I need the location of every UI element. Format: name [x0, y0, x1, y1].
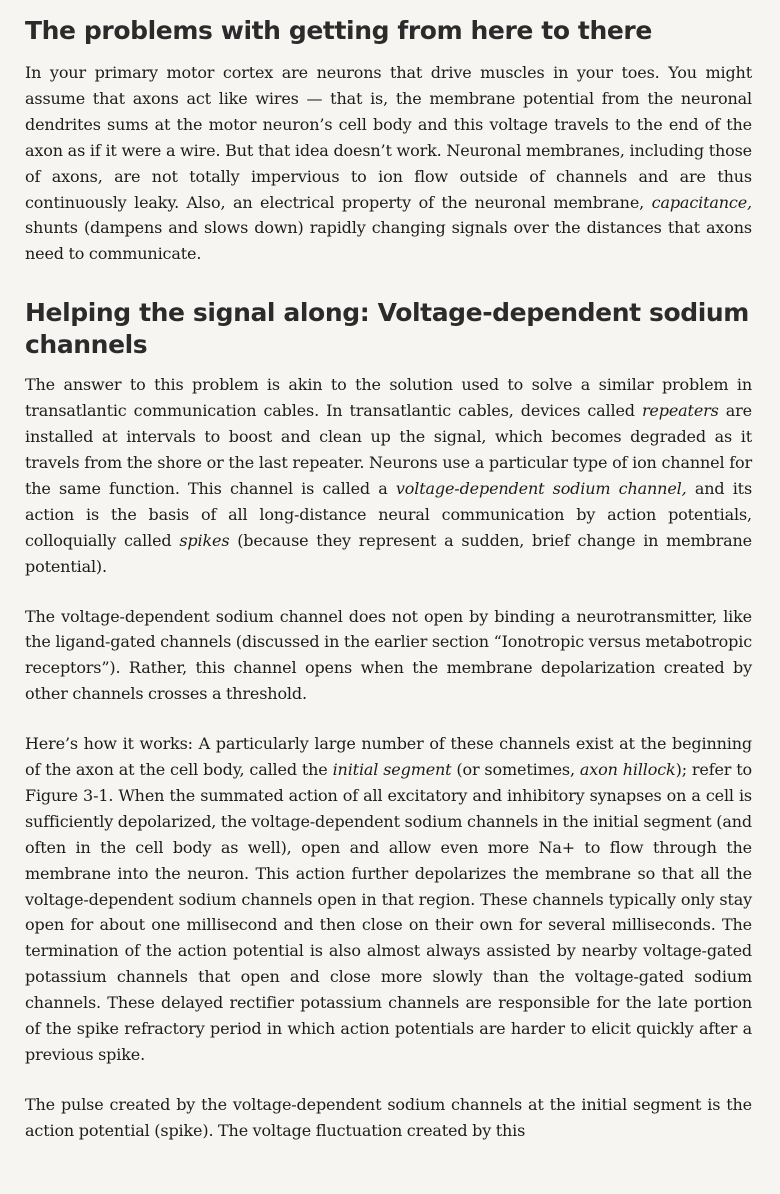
- section-body-problems: [25, 60, 752, 267]
- italic-term: capacitance,: [651, 192, 752, 212]
- paragraph: [25, 60, 752, 267]
- section-body-sodium-channels: [25, 372, 752, 1143]
- text-run: In your primary motor cortex are neurons that drive muscles in your toes. You might assume that axons act like wires — that is, the membrane potential from the neuronal dendrites sums at the motor neuron’s cell body and this voltage travels to the end of the axon as if it were a wire. But that idea doesn’t work. Neuronal membranes, including those of axons, are not totally impervious to ion flow outside of channels and are thus continuously leaky. Also, an electrical property of the neuronal membrane,: [25, 63, 752, 212]
- italic-term: repeaters: [641, 401, 719, 421]
- text-run: The voltage-dependent sodium channel does not open by binding a neurotransmitter, like the ligand-gated channels (discussed in the earlier section “Ionotropic versus metabotropic receptors”). Rather, this channel opens when the membrane depolarization created by other channels crosses a threshold.: [25, 606, 752, 704]
- italic-term: spikes: [179, 530, 230, 550]
- text-run: and its action is the basis of all long-distance neural communication by action potentials, colloquially called: [25, 478, 753, 550]
- paragraph: [25, 731, 752, 1068]
- text-run: The answer to this problem is akin to the solution used to solve a similar problem in transatlantic communication cables. In transatlantic cables, devices called: [25, 375, 752, 421]
- text-run: are installed at intervals to boost and clean up the signal, which becomes degraded as it travels from the shore or the last repeater. Neurons use a particular type of ion channel for the same function. This channel is called a: [25, 401, 752, 498]
- text-run: (because they represent a sudden, brief change in membrane potential).: [25, 530, 752, 576]
- text-run: (or sometimes,: [451, 760, 580, 780]
- text-run: shunts (dampens and slows down) rapidly changing signals over the distances that axons need to communicate.: [25, 218, 752, 264]
- italic-term: initial segment: [332, 760, 452, 780]
- section-heading-sodium-channels: Helping the signal along: Voltage-dependent sodium channels: [25, 298, 749, 360]
- section-heading-problems: The problems with getting from here to there: [25, 16, 652, 45]
- italic-term: voltage-dependent sodium channel,: [395, 478, 687, 498]
- text-run: The pulse created by the voltage-dependent sodium channels at the initial segment is the action potential (spike). The voltage fluctuation created by this: [25, 1094, 752, 1140]
- text-run: Here’s how it works: A particularly large number of these channels exist at the beginning of the axon at the cell body, called the: [25, 734, 752, 780]
- text-run: ); refer to Figure 3-1. When the summated action of all excitatory and inhibitory synapses on a cell is sufficiently depolarized, the voltage-dependent sodium channels in the initial segment (and often in the cell body as well), open and allow even more Na+ to flow through the membrane into the neuron. This action further depolarizes the membrane so that all the voltage-dependent sodium channels open in that region. These channels typically only stay open for about one millisecond and then close on their own for several milliseconds. The termination of the action potential is also almost always assisted by nearby voltage-gated potassium channels that open and close more slowly than the voltage-gated sodium channels. These delayed rectifier potassium channels are responsible for the late portion of the spike refractory period in which action potentials are harder to elicit quickly after a previous spike.: [25, 760, 753, 1064]
- paragraph: [25, 1092, 752, 1144]
- paragraph: [25, 372, 752, 579]
- italic-term: axon hillock: [579, 760, 676, 780]
- paragraph: [25, 604, 752, 708]
